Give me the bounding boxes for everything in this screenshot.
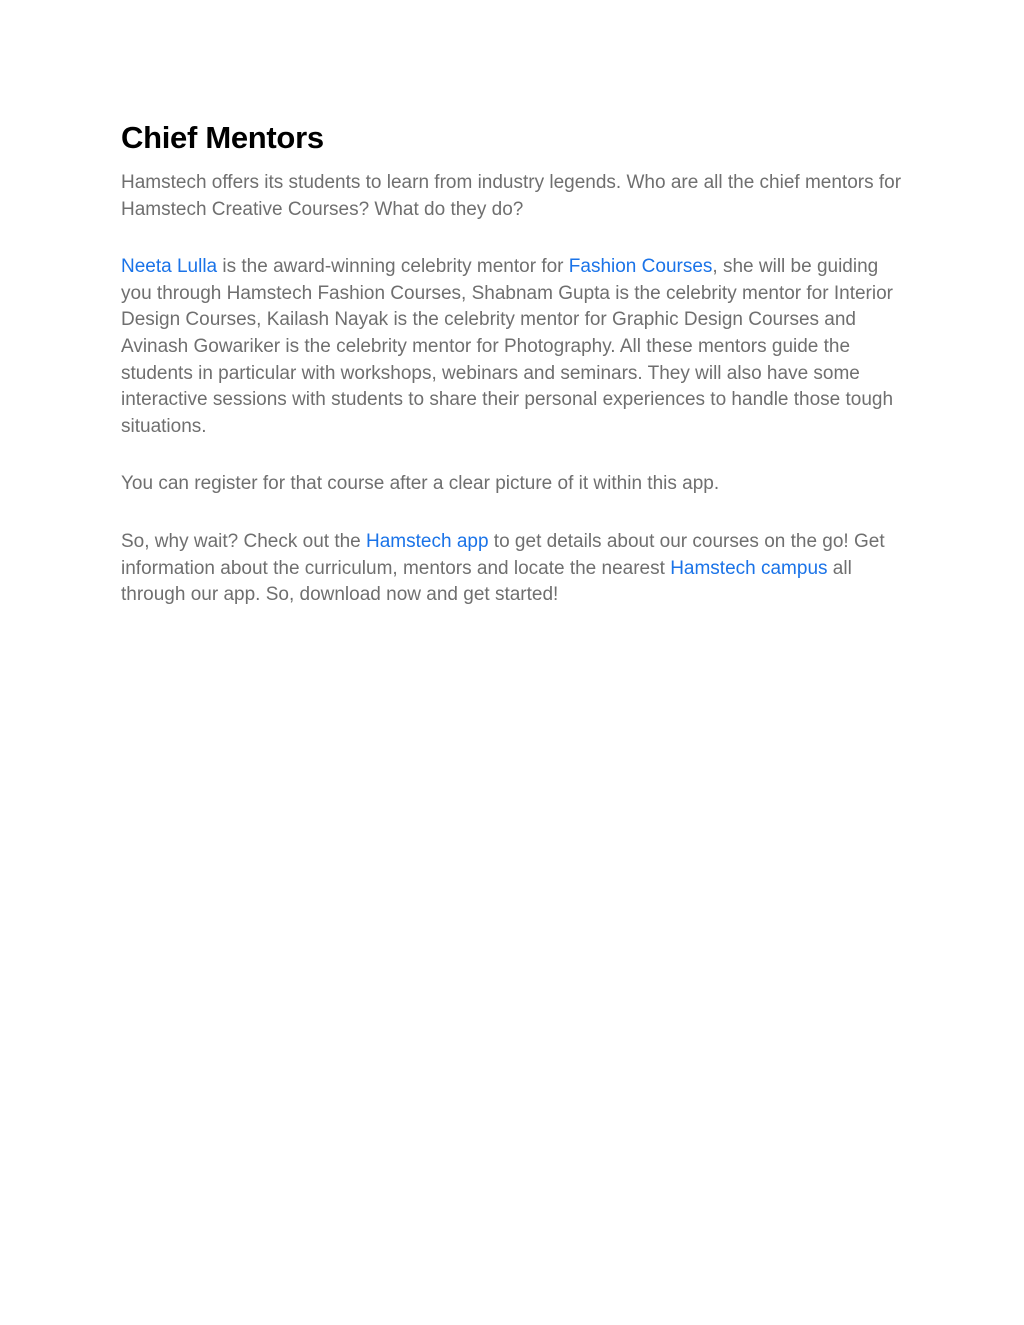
fashion-courses-link[interactable]: Fashion Courses	[568, 256, 713, 278]
intro-paragraph: Hamstech offers its students to learn from industry legends. Who are all the chief mentors for Hamstech Creative Courses? What do they do?	[121, 172, 902, 220]
cta-paragraph	[121, 529, 911, 609]
cta-text-1: So, why wait? Check out the	[121, 530, 367, 552]
hamstech-campus-link[interactable]: Hamstech campus	[670, 557, 828, 579]
register-paragraph: You can register for that course after a clear picture of it within this app.	[121, 473, 720, 495]
cta-text-3: all through our app. So, download now and get started!	[121, 557, 852, 606]
document-page	[121, 118, 911, 640]
neeta-lulla-link[interactable]: Neeta Lulla	[121, 256, 218, 278]
mentors-text-2: , she will be guiding you through Hamstech Fashion Courses, Shabnam Gupta is the celebrity mentor for Interior Design Courses, Kailash Nayak is the celebrity mentor for Graphic Design Courses and Avinash Gowariker is the celebrity mentor for Photography. All these mentors guide the students in particular with workshops, webinars and seminars. They will also have some interactive sessions with students to share their personal experiences to handle those tough situations.	[121, 256, 894, 437]
mentors-text-1: is the award-winning celebrity mentor for	[217, 256, 569, 278]
cta-text-2: to get details about our courses on the go! Get information about the curriculum, mentors and locate the nearest	[121, 530, 885, 579]
page-title: Chief Mentors	[121, 120, 324, 155]
hamstech-app-link[interactable]: Hamstech app	[366, 530, 489, 552]
mentors-paragraph	[121, 254, 911, 440]
